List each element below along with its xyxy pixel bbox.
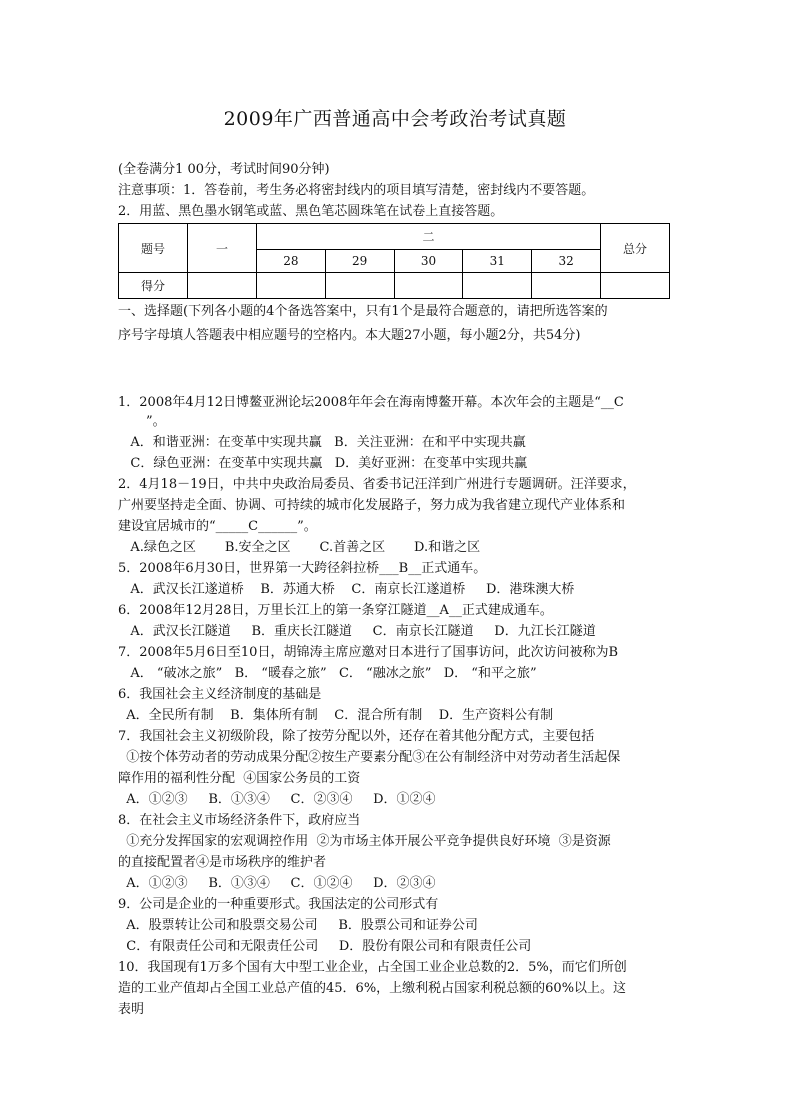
option-line: A．①②③ B．①③④ C．②③④ D．①②④: [118, 792, 436, 807]
question-line: ①按个体劳动者的劳动成果分配②按生产要素分配③在公有制经济中对劳动者生活起保: [118, 750, 621, 765]
question-line: 广州要坚持走全面、协调、可持续的城市化发展路子，努力成为我省建立现代产业体系和: [118, 498, 626, 513]
option-line: A．全民所有制 B．集体所有制 C．混合所有制 D．生产资料公有制: [118, 708, 554, 723]
question-line: 7．我国社会主义初级阶段，除了按劳分配以外，还存在着其他分配方式，主要包括: [118, 729, 595, 744]
label-score: 得分: [119, 273, 188, 299]
option-line: A．和谐亚洲：在变革中实现共赢 B．关注亚洲：在和平中实现共赢: [118, 435, 526, 450]
question-number: 30: [394, 250, 463, 273]
label-question-no: 题号: [119, 224, 188, 273]
question-line: 建设宜居城市的“_____C______”。: [118, 519, 317, 534]
question-line: 5．2008年6月30日，世界第一大跨径斜拉桥___B__正式通车。: [118, 561, 487, 576]
score-cell[interactable]: [325, 273, 394, 299]
score-cell[interactable]: [257, 273, 326, 299]
question-line: 障作用的福利性分配 ④国家公务员的工资: [118, 771, 361, 786]
question-line: 2．4月18－19日，中共中央政治局委员、省委书记汪洋到广州进行专题调研。汪洋要求，: [118, 477, 636, 492]
question-line: 的直接配置者④是市场秩序的维护者: [118, 855, 327, 870]
option-line: C．有限责任公司和无限责任公司 D．股份有限公司和有限责任公司: [118, 939, 532, 954]
notice-line-2: 2．用蓝、黑色墨水钢笔或蓝、黑色笔芯圆珠笔在试卷上直接答题。: [118, 204, 504, 219]
question-line: 6．我国社会主义经济制度的基础是: [118, 687, 322, 702]
question-line: 7．2008年5月6日至10日，胡锦涛主席应邀对日本进行了国事访问，此次访问被称为B: [118, 645, 618, 660]
score-table: [118, 223, 670, 299]
section-1-header: 一: [188, 224, 257, 273]
question-number: 32: [532, 250, 601, 273]
question-line: 8．在社会主义市场经济条件下，政府应当: [118, 813, 361, 828]
score-cell[interactable]: [463, 273, 532, 299]
question-line: 1．2008年4月12日博鳌亚洲论坛2008年年会在海南博鳌开幕。本次年会的主题是“__C: [118, 395, 624, 410]
option-line: A．股票转让公司和股票交易公司 B．股票公司和证券公司: [118, 918, 478, 933]
total-header: 总分: [601, 224, 670, 273]
notice-line-1: 注意事项：1．答卷前，考生务必将密封线内的项目填写清楚，密封线内不要答题。: [118, 183, 595, 198]
question-line: ”。: [146, 414, 166, 429]
question-line: ①充分发挥国家的宏观调控作用 ②为市场主体开展公平竞争提供良好环境 ③是资源: [118, 834, 611, 849]
section-instructions-2: 序号字母填人答题表中相应题号的空格内。本大题27小题，每小题2分，共54分): [118, 328, 581, 343]
option-line: A． “破冰之旅” B． “暖春之旅” C． “融冰之旅” D． “和平之旅”: [118, 666, 537, 681]
score-cell[interactable]: [601, 273, 670, 299]
section-2-header: 二: [257, 224, 601, 250]
question-number: 29: [325, 250, 394, 273]
score-cell[interactable]: [188, 273, 257, 299]
exam-info: (全卷满分1 00分，考试时间90分钟): [118, 162, 330, 177]
score-cell[interactable]: [532, 273, 601, 299]
question-line: 造的工业产值却占全国工业总产值的45．6%，上缴利税占国家利税总额的60%以上。这: [118, 981, 627, 996]
page-title: 2009年广西普通高中会考政治考试真题: [223, 108, 567, 130]
option-line: C．绿色亚洲：在变革中实现共赢 D．美好亚洲：在变革中实现共赢: [118, 456, 528, 471]
score-cell[interactable]: [394, 273, 463, 299]
option-line: A．①②③ B．①③④ C．①②④ D．②③④: [118, 876, 436, 891]
question-line: 表明: [118, 1002, 145, 1017]
option-line: A．武汉长江隧道 B．重庆长江隧道 C．南京长江隧道 D．九江长江隧道: [118, 624, 596, 639]
question-line: 9．公司是企业的一种重要形式。我国法定的公司形式有: [118, 897, 439, 912]
section-instructions-1: 一、选择题(下列各小题的4个备选答案中，只有1个是最符合题意的，请把所选答案的: [118, 304, 608, 319]
question-number: 28: [257, 250, 326, 273]
question-number: 31: [463, 250, 532, 273]
option-line: A．武汉长江遂道桥 B．苏通大桥 C．南京长江遂道桥 D．港珠澳大桥: [118, 582, 575, 597]
question-line: 10．我国现有1万多个国有大中型工业企业，占全国工业企业总数的2．5%，而它们所创: [118, 960, 627, 975]
question-line: 6．2008年12月28日，万里长江上的第一条穿江隧道__A__正式建成通车。: [118, 603, 553, 618]
option-line: A.绿色之区 B.安全之区 C.首善之区 D.和谐之区: [118, 540, 481, 555]
